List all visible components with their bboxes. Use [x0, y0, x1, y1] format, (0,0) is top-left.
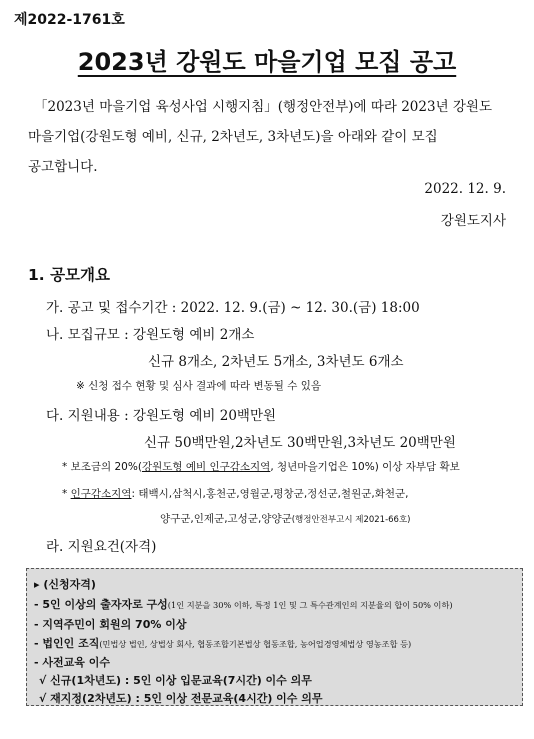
announcement-date: 2022. 12. 9.	[424, 181, 506, 197]
note-2-underlined: 인구감소지역	[70, 488, 132, 500]
note-2-regions-cont: 양구군,인제군,고성군,양양군	[160, 513, 292, 525]
intro-line-3: 공고합니다.	[28, 159, 98, 175]
item-da-support-cont: 신규 50백만원,2차년도 30백만원,3차년도 20백만원	[144, 435, 456, 451]
item-ra-requirements: 라. 지원요건(자격)	[46, 539, 157, 555]
item-da-support: 다. 지원내용 : 강원도형 예비 20백만원	[46, 408, 277, 424]
box-header: ▸ (신청자격)	[34, 578, 96, 591]
note-1-prefix: * 보조금의 20%(	[62, 461, 142, 473]
document-number: 제2022-1761호	[14, 12, 125, 28]
intro-line-2: 마을기업(강원도형 예비, 신규, 2차년도, 3차년도)을 아래와 같이 모집	[28, 129, 438, 145]
note-2-prefix: *	[62, 488, 71, 500]
box-item-3: - 법인인 조직	[34, 637, 100, 650]
box-item-3-detail: (민법상 법인, 상법상 회사, 협동조합기본법상 협동조합, 농어업경영체법상 영농조합 등)	[99, 639, 412, 649]
page-title	[0, 42, 534, 77]
box-item-5: √ 신규(1차년도) : 5인 이상 입문교육(7시간) 이수 의무	[39, 674, 312, 687]
note-2-regions: : 태백시,삼척시,홍천군,영월군,평창군,정선군,철원군,화천군,	[131, 488, 409, 500]
item-na-scale-cont: 신규 8개소, 2차년도 5개소, 3차년도 6개소	[148, 354, 404, 370]
box-item-6: √ 재지정(2차년도) : 5인 이상 전문교육(4시간) 이수 의무	[39, 692, 323, 705]
note-1-underlined: 강원도형 예비 인구감소지역	[141, 461, 271, 473]
item-na-scale: 나. 모집규모 : 강원도형 예비 2개소	[46, 327, 255, 343]
box-item-2: - 지역주민이 회원의 70% 이상	[34, 618, 187, 631]
issuer: 강원도지사	[440, 213, 506, 229]
item-da-note-2	[62, 486, 408, 501]
item-da-note-2-cont	[160, 511, 410, 526]
box-item-1-detail: (1인 지분을 30% 이하, 특정 1인 및 그 특수관계인의 지분율의 합이 50% 이하)	[167, 600, 453, 610]
page-title-text: 2023년 강원도 마을기업 모집 공고	[77, 48, 457, 76]
box-item-4: - 사전교육 이수	[34, 656, 110, 669]
note-2-notice: (행정안전부고시 제2021-66호)	[291, 515, 411, 525]
item-na-note: ※ 신청 접수 현황 및 심사 결과에 따라 변동될 수 있음	[76, 380, 322, 392]
note-1-suffix: , 청년마을기업은 10%) 이상 자부담 확보	[270, 461, 460, 473]
section-1-heading: 1. 공모개요	[28, 266, 110, 284]
item-ga-period: 가. 공고 및 접수기간 : 2022. 12. 9.(금) ~ 12. 30.(금) 18:00	[46, 300, 420, 316]
eligibility-box	[26, 568, 523, 706]
intro-line-1: 「2023년 마을기업 육성사업 시행지침」(행정안전부)에 따라 2023년 강원도	[34, 99, 493, 115]
item-da-note-1	[62, 459, 460, 474]
box-item-1: - 5인 이상의 출자자로 구성	[34, 598, 168, 611]
